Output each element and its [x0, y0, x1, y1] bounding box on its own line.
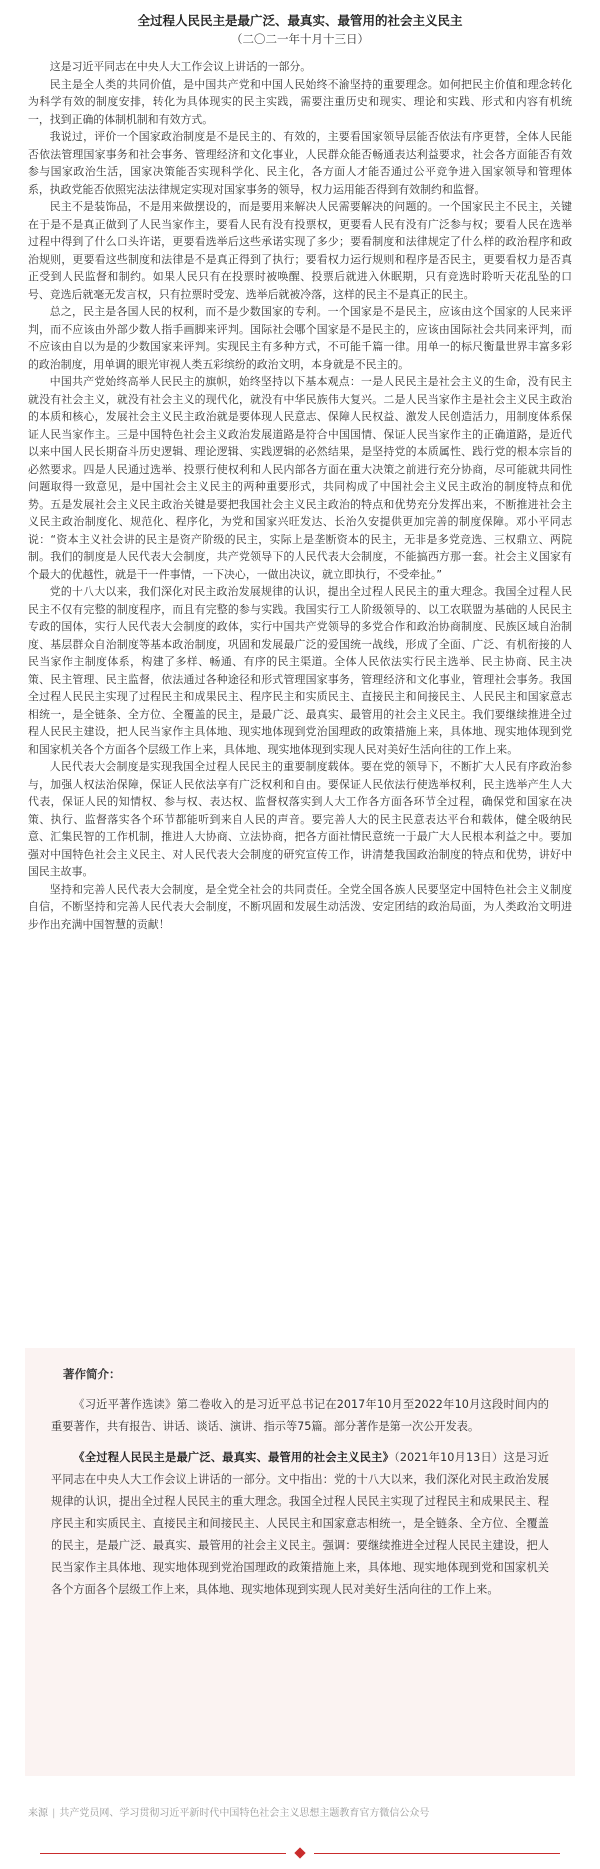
article-title: 全过程人民民主是最广泛、最真实、最管用的社会主义民主 [137, 13, 463, 28]
diamond-ornament-icon [294, 1847, 305, 1858]
book-intro-work-title: 《全过程人民民主是最广泛、最真实、最管用的社会主义民主》 [73, 1451, 395, 1464]
article-paragraph: 民主是全人类的共同价值，是中国共产党和中国人民始终不渝坚持的重要理念。如何把民主价值和理念转化为科学有效的制度安排，转化为具体现实的民主实践，需要注重历史和现实、理论和实践、形式和内容有机统一，找到正确的体制机制和有效方式。 [28, 77, 572, 126]
article-paragraph: 坚持和完善人民代表大会制度，是全党全社会的共同责任。全党全国各族人民要坚定中国特色社会主义制度自信，不断坚持和完善人民代表大会制度，不断巩固和发展生动活泼、安定团结的政治局面，为人类政治文明进步作出充满中国智慧的贡献！ [28, 882, 572, 931]
bottom-divider [40, 1848, 560, 1858]
book-intro-heading: 著作简介： [63, 1367, 121, 1381]
article-paragraph: 人民代表大会制度是实现我国全过程人民民主的重要制度载体。要在党的领导下，不断扩大人民有序政治参与，加强人权法治保障，保证人民依法享有广泛权利和自由。要保证人民依法行使选举权利，民主选举产生人大代表，保证人民的知情权、参与权、表达权、监督权落实到人大工作各方面各环节全过程，确保党和国家在决策、执行、监督落实各个环节都能听到来自人民的声音。要完善人大的民主民意表达平台和载体，健全吸纳民意、汇集民智的工作机制，推进人大协商、立法协商，把各方面社情民意统一于最广大人民根本利益之中。要加强对中国特色社会主义民主、对人民代表大会制度的研究宣传工作，讲清楚我国政治制度的特点和优势，讲好中国民主故事。 [28, 760, 572, 878]
source-label: 来源 [28, 1808, 48, 1819]
article-paragraph: 我说过，评价一个国家政治制度是不是民主的、有效的，主要看国家领导层能否依法有序更替，全体人民能否依法管理国家事务和社会事务、管理经济和文化事业，人民群众能否畅通表达利益要求，社会各方面能否有效参与国家政治生活，国家决策能否实现科学化、民主化，各方面人才能否通过公平竞争进入国家领导和管理体系，执政党能否依照宪法法律规定实现对国家事务的领导，权力运用能否得到有效制约和监督。 [28, 130, 572, 196]
book-intro-paragraph: 《习近平著作选读》第二卷收入的是习近平总书记在2017年10月至2022年10月这段时间内的重要著作，共有报告、讲话、谈话、演讲、指示等75篇。部分著作是第一次公开发表。 [51, 1398, 549, 1433]
article-paragraph: 这是习近平同志在中央人大工作会议上讲话的一部分。 [49, 60, 312, 73]
divider-line-left [40, 1853, 286, 1854]
article-paragraph: 总之，民主是各国人民的权利，而不是少数国家的专利。一个国家是不是民主，应该由这个国家的人民来评判，而不应该由外部少数人指手画脚来评判。国际社会哪个国家是不是民主的，应该由国际社会共同来评判，而不应该由自以为是的少数国家来评判。实现民主有多种方式，不可能千篇一律。用单一的标尺衡量世界丰富多彩的政治制度，用单调的眼光审视人类五彩缤纷的政治文明，本身就是不民主的。 [28, 305, 572, 371]
article-paragraph: 党的十八大以来，我们深化对民主政治发展规律的认识，提出全过程人民民主的重大理念。我国全过程人民民主不仅有完整的制度程序，而且有完整的参与实践。我国实行工人阶级领导的、以工农联盟为基础的人民民主专政的国体，实行人民代表大会制度的政体，实行中国共产党领导的多党合作和政治协商制度、民族区域自治制度、基层群众自治制度等基本政治制度，巩固和发展最广泛的爱国统一战线，形成了全面、广泛、有机衔接的人民当家作主制度体系，构建了多样、畅通、有序的民主渠道。全体人民依法实行民主选举、民主协商、民主决策、民主管理、民主监督，依法通过各种途径和形式管理国家事务，管理经济和文化事业，管理社会事务。我国全过程人民民主实现了过程民主和成果民主、程序民主和实质民主、直接民主和间接民主、人民民主和国家意志相统一，是全链条、全方位、全覆盖的民主，是最广泛、最真实、最管用的社会主义民主。我们要继续推进全过程人民民主建设，把人民当家作主具体地、现实地体现到党治国理政的政策措施上来，具体地、现实地体现到党和国家机关各个方面各个层级工作上来，具体地、现实地体现到实现人民对美好生活向往的工作上来。 [28, 585, 572, 756]
book-intro-work-summary: （2021年10月13日）这是习近平同志在中央人大工作会议上讲话的一部分。文中指出：党的十八大以来，我们深化对民主政治发展规律的认识，提出全过程人民民主的重大理念。我国全过程人民民主实现了过程民主和成果民主、程序民主和实质民主、直接民主和间接民主、人民民主和国家意志相统一，是全链条、全方位、全覆盖的民主，是最广泛、最真实、最管用的社会主义民主。强调：要继续推进全过程人民民主建设，把人民当家作主具体地、现实地体现到党治国理政的政策措施上来，具体地、现实地体现到党和国家机关各个方面各个层级工作上来，具体地、现实地体现到实现人民对美好生活向往的工作上来。 [51, 1451, 549, 1596]
article-paragraph: 中国共产党始终高举人民民主的旗帜，始终坚持以下基本观点：一是人民民主是社会主义的生命，没有民主就没有社会主义，就没有社会主义的现代化，就没有中华民族伟大复兴。二是人民当家作主是社会主义民主政治的本质和核心，发展社会主义民主政治就是要体现人民意志、保障人民权益、激发人民创造活力，用制度体系保证人民当家作主。三是中国特色社会主义政治发展道路是符合中国国情、保证人民当家作主的正确道路，是近代以来中国人民长期奋斗历史逻辑、理论逻辑、实践逻辑的必然结果，是坚持党的本质属性、践行党的根本宗旨的必然要求。四是人民通过选举、投票行使权利和人民内部各方面在重大决策之前进行充分协商，尽可能就共同性问题取得一致意见，是中国社会主义民主的两种重要形式，共同构成了中国社会主义民主政治的制度特点和优势。五是发展社会主义民主政治关键是要把我国社会主义民主政治的特点和优势充分发挥出来，不断推进社会主义民主政治制度化、规范化、程序化，为党和国家兴旺发达、长治久安提供更加完善的制度保障。邓小平同志说：“资本主义社会讲的民主是资产阶级的民主，实际上是垄断资本的民主，无非是多党竞选、三权鼎立、两院制。我们的制度是人民代表大会制度，共产党领导下的人民代表大会制度，不能搞西方那一套。社会主义国家有个最大的优越性，就是干一件事情，一下决心，一做出决议，就立即执行，不受牵扯。” [28, 375, 572, 581]
source-line [28, 1806, 429, 1822]
divider-line-right [314, 1853, 560, 1854]
source-separator: | [52, 1808, 56, 1819]
article-body [0, 0, 600, 933]
book-intro-paragraph [51, 1447, 549, 1601]
article-paragraph: 民主不是装饰品，不是用来做摆设的，而是要用来解决人民需要解决的问题的。一个国家民主不民主，关键在于是不是真正做到了人民当家作主，要看人民有没有投票权，更要看人民有没有广泛参与权；要看人民在选举过程中得到了什么口头许诺，更要看选举后这些承诺实现了多少；要看制度和法律规定了什么样的政治程序和政治规则，更要看这些制度和法律是不是真正得到了执行；要看权力运行规则和程序是否民主，更要看权力是否真正受到人民监督和制约。如果人民只有在投票时被唤醒、投票后就进入休眠期，只有竞选时聆听天花乱坠的口号、竞选后就毫无发言权，只有拉票时受宠、选举后就被冷落，这样的民主不是真正的民主。 [28, 200, 572, 301]
book-intro-box [25, 1348, 575, 1776]
article-date: （二〇二一年十月十三日） [231, 32, 369, 46]
source-text: 共产党员网、学习贯彻习近平新时代中国特色社会主义思想主题教育官方微信公众号 [59, 1808, 430, 1819]
